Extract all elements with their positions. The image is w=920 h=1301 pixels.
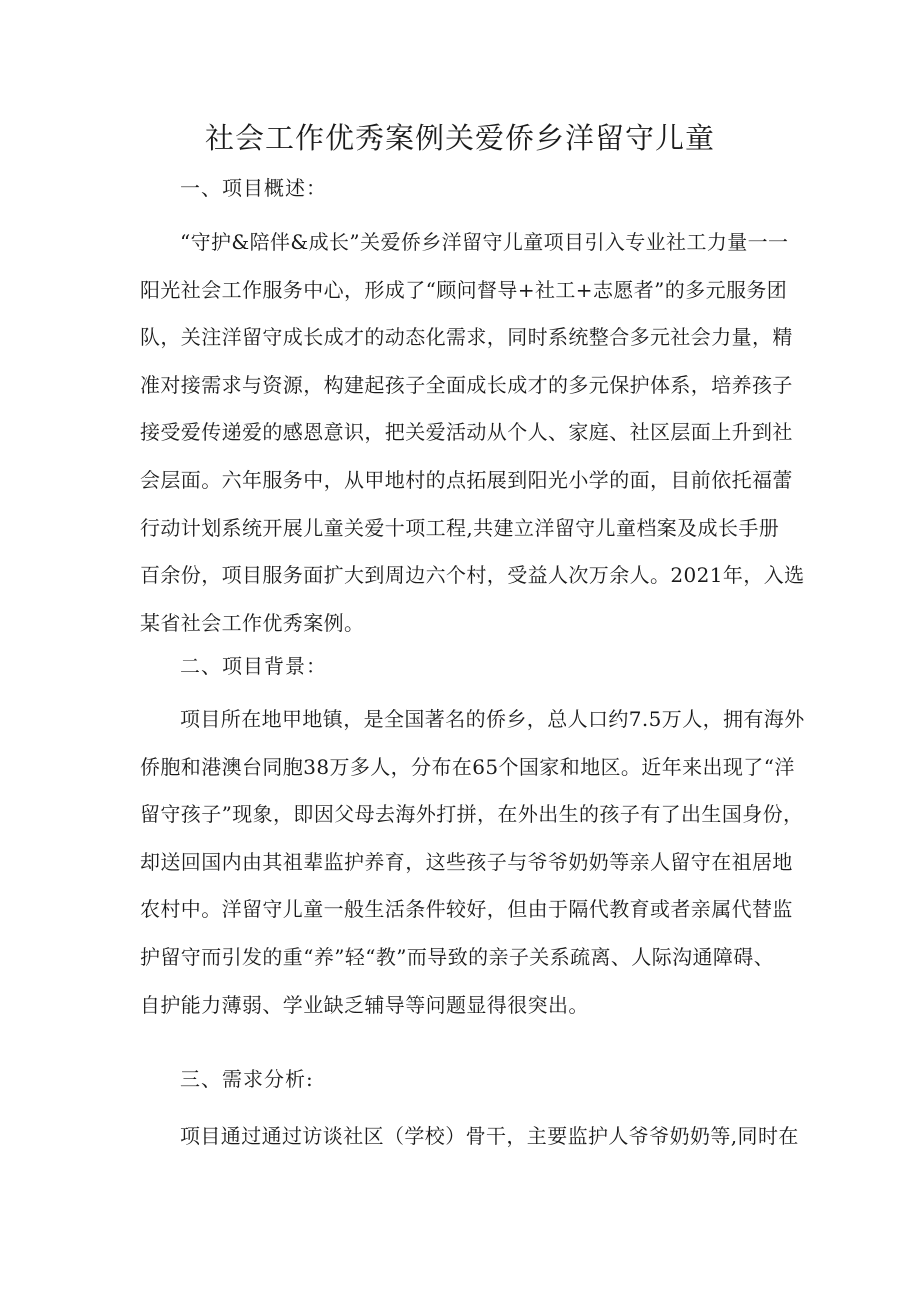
section-heading-needs-analysis: 三、需求分析: bbox=[180, 1067, 314, 1091]
section-paragraph-overview bbox=[140, 219, 805, 647]
paragraph-line: 自护能力薄弱、学业缺乏辅导等问题显得很突出。 bbox=[140, 992, 589, 1017]
paragraph-line: 护留守而引发的重“养”轻“教”而导致的亲子关系疏离、人际沟通障碍、 bbox=[140, 944, 775, 969]
paragraph-line: 百余份，项目服务面扩大到周边六个村，受益人次万余人。2021年，入选 bbox=[140, 563, 805, 588]
paragraph-line: 准对接需求与资源，构建起孩子全面成长成才的多元保护体系，培养孩子 bbox=[140, 372, 793, 397]
paragraph-line: 行动计划系统开展儿童关爱十项工程,共建立洋留守儿童档案及成长手册 bbox=[140, 515, 780, 540]
paragraph-line: 项目所在地甲地镇，是全国著名的侨乡，总人口约7.5万人，拥有海外 bbox=[180, 707, 805, 731]
paragraph-line: “守护&陪伴&成长”关爱侨乡洋留守儿童项目引入专业社工力量一一 bbox=[180, 230, 789, 254]
paragraph-line: 接受爱传递爱的感恩意识，把关爱活动从个人、家庭、社区层面上升到社 bbox=[140, 420, 793, 445]
paragraph-line: 农村中。洋留守儿童一般生活条件较好，但由于隔代教育或者亲属代替监 bbox=[140, 897, 793, 922]
paragraph-line: 队，关注洋留守成长成才的动态化需求，同时系统整合多元社会力量，精 bbox=[140, 325, 793, 350]
section-paragraph-needs-analysis bbox=[140, 1113, 800, 1161]
section-heading-background: 二、项目背景： bbox=[180, 654, 327, 678]
paragraph-line: 某省社会工作优秀案例。 bbox=[140, 610, 365, 635]
paragraph-line: 项目通过通过访谈社区（学校）骨干，主要监护人爷爷奶奶等,同时在 bbox=[180, 1124, 799, 1148]
section-heading-overview: 一、项目概述： bbox=[180, 176, 327, 200]
document-title: 社会工作优秀案例关爱侨乡洋留守儿童 bbox=[204, 121, 715, 155]
paragraph-line: 阳光社会工作服务中心，形成了“顾问督导+社工+志愿者”的多元服务团 bbox=[140, 277, 788, 302]
section-paragraph-background bbox=[140, 696, 805, 1029]
paragraph-line: 却送回国内由其祖辈监护养育，这些孩子与爷爷奶奶等亲人留守在祖居地 bbox=[140, 849, 793, 874]
paragraph-line: 会层面。六年服务中，从甲地村的点拓展到阳光小学的面，目前依托福蕾 bbox=[140, 467, 793, 492]
paragraph-line: 侨胞和港澳台同胞38万多人，分布在65个国家和地区。近年来出现了“洋 bbox=[140, 754, 795, 779]
paragraph-line: 留守孩子”现象，即因父母去海外打拼，在外出生的孩子有了出生国身份， bbox=[140, 802, 804, 827]
